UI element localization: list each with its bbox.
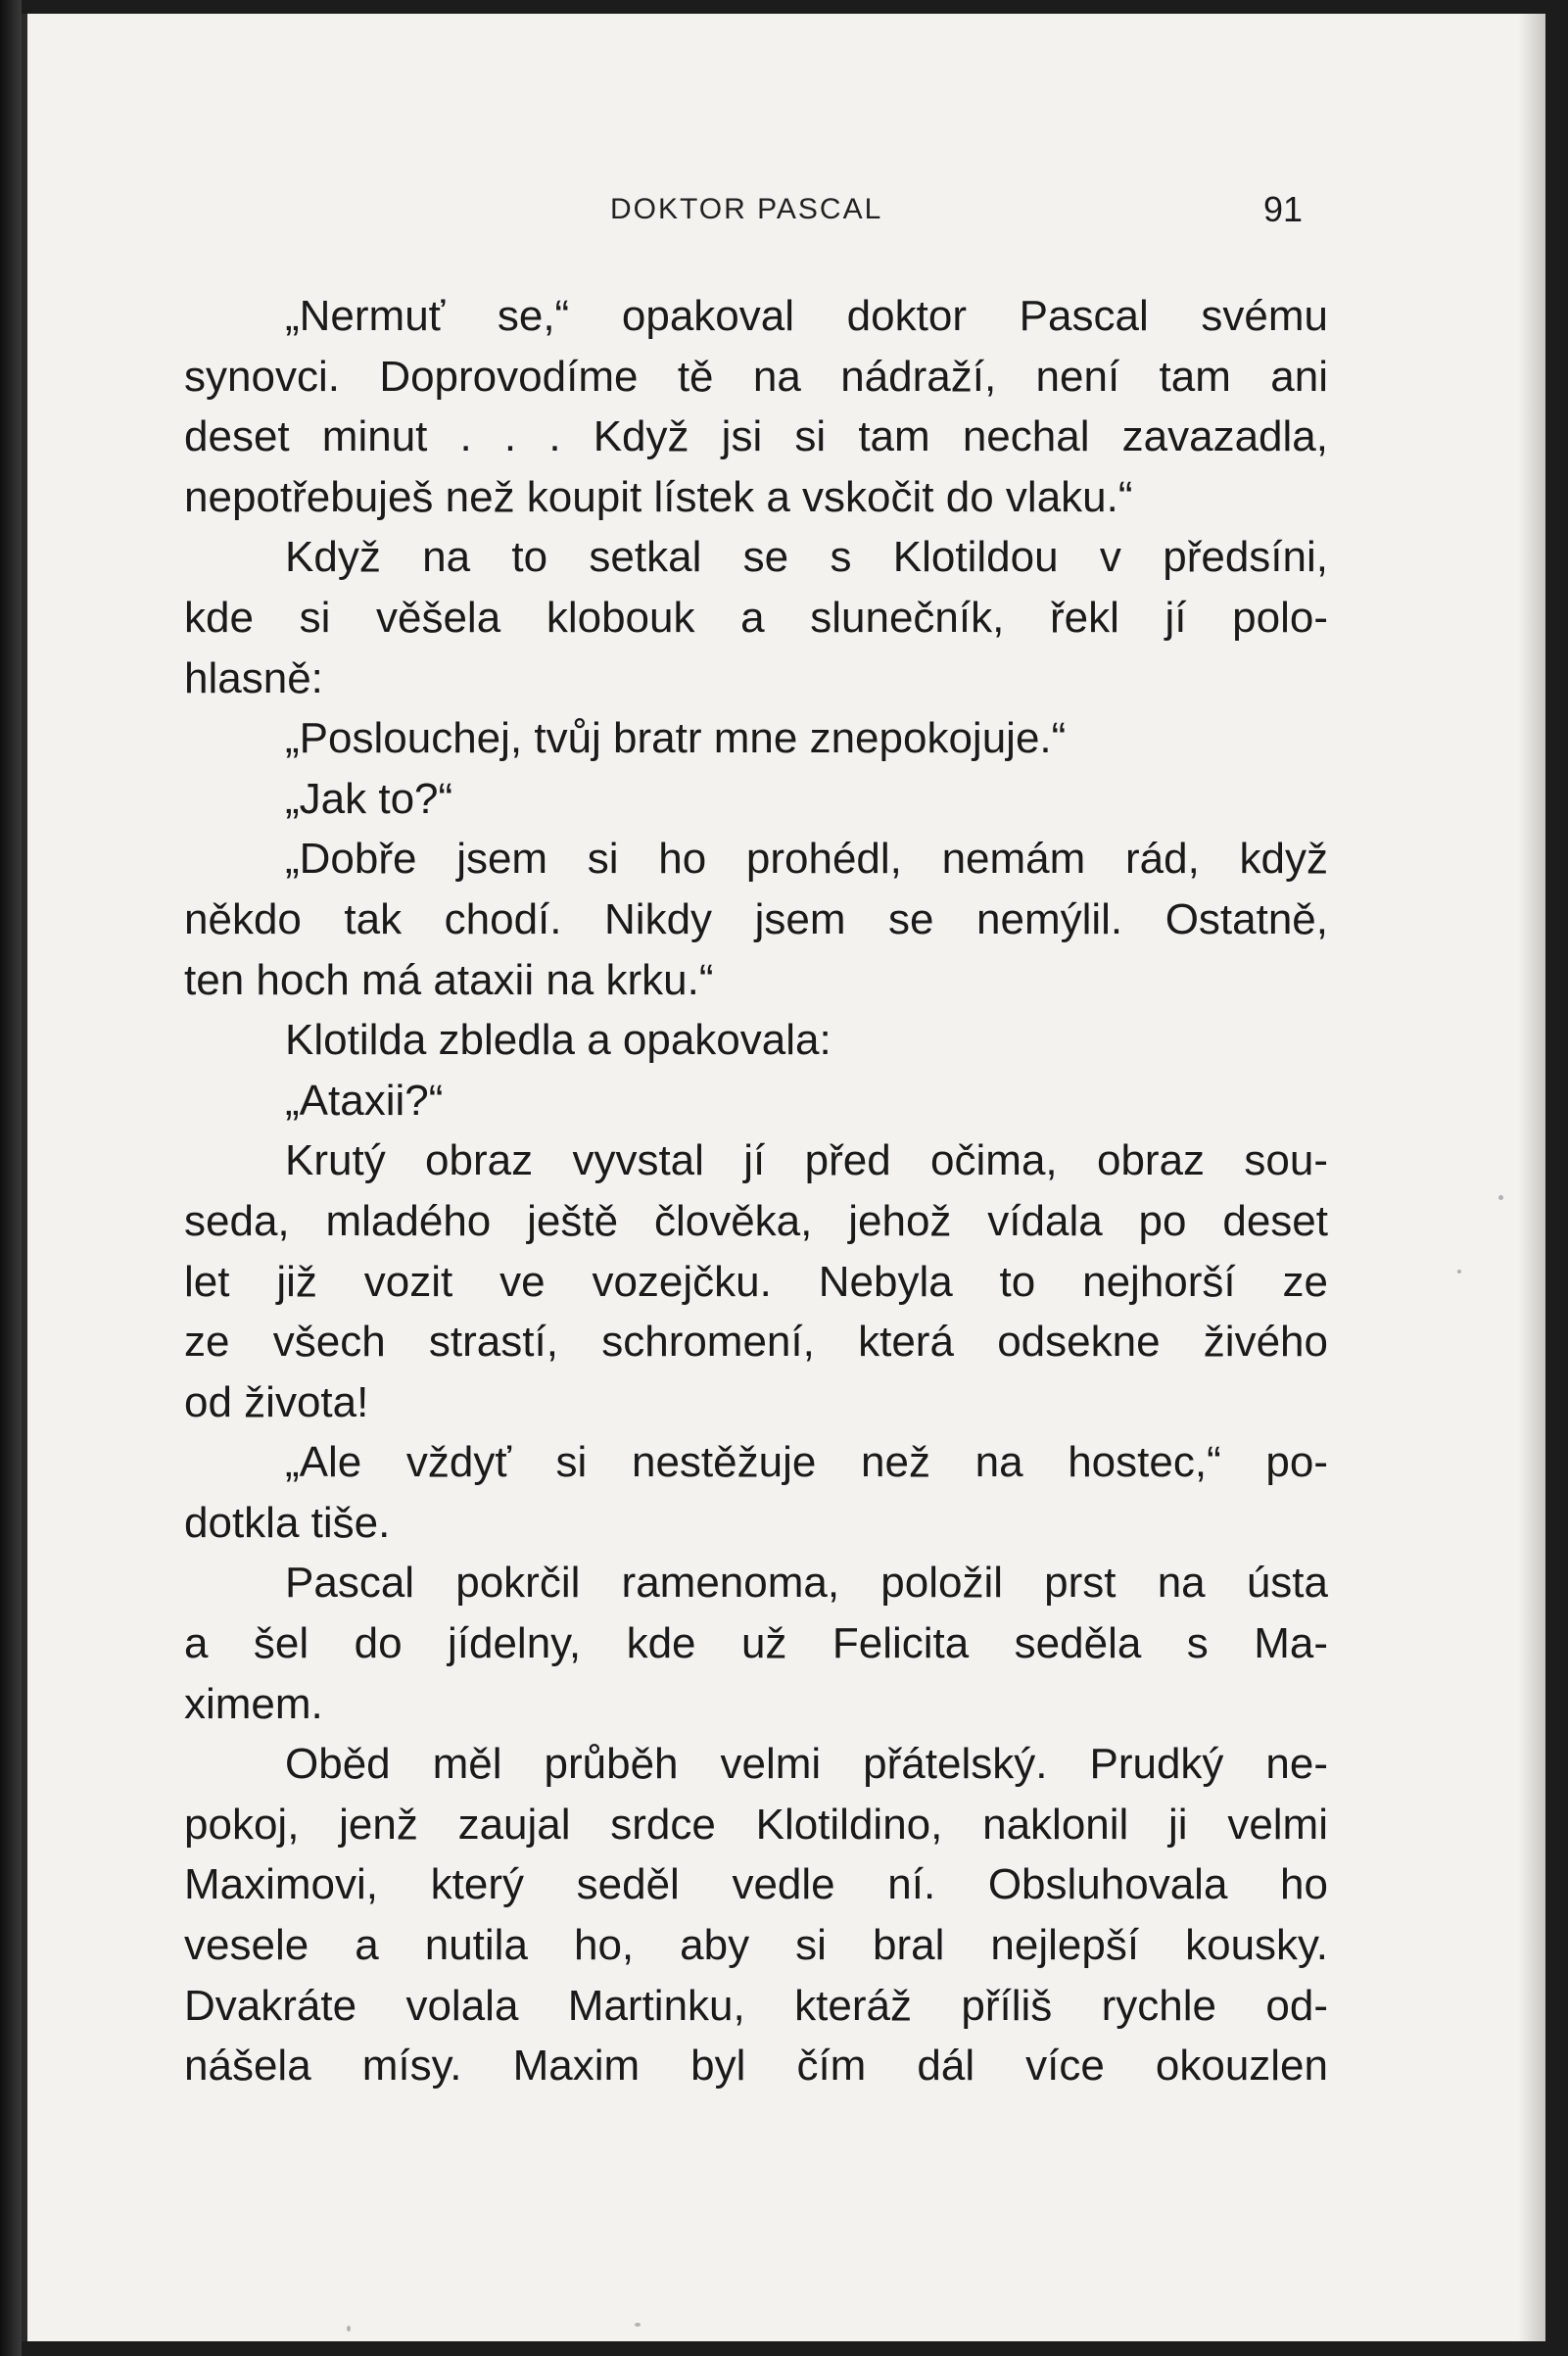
text-line: „Ale vždyť si nestěžuje než na hostec,“ po-	[285, 1438, 1328, 1487]
book-page	[22, 14, 1545, 2341]
ink-speck	[347, 2326, 351, 2332]
body-text	[184, 286, 1328, 2096]
text-line: Krutý obraz vyvstal jí před očima, obraz sou-	[285, 1136, 1328, 1185]
text-line: Dvakráte volala Martinku, kteráž příliš rychle od-	[184, 1981, 1328, 2030]
ink-speck	[1498, 1195, 1503, 1200]
ink-speck	[1457, 1270, 1461, 1274]
text-line: „Ataxii?“	[285, 1076, 444, 1125]
text-line: seda, mladého ještě člověka, jehož vídala po deset	[184, 1196, 1328, 1245]
text-line: deset minut . . . Když jsi si tam nechal zavazadla,	[184, 412, 1328, 461]
text-line: „Jak to?“	[285, 774, 453, 823]
ink-speck	[635, 2323, 641, 2327]
text-line: nášela mísy. Maxim byl čím dál více okouzlen	[184, 2042, 1328, 2091]
text-line: Klotilda zbledla a opakovala:	[285, 1016, 832, 1065]
text-line: kde si věšela klobouk a slunečník, řekl jí polo-	[184, 593, 1328, 642]
text-line: dotkla tiše.	[184, 1498, 391, 1547]
text-line: někdo tak chodí. Nikdy jsem se nemýlil. Ostatně,	[184, 894, 1328, 943]
text-line: od života!	[184, 1377, 369, 1426]
text-line: Pascal pokrčil ramenoma, položil prst na ústa	[285, 1559, 1328, 1608]
text-line: ze všech strastí, schromení, která odsekne živého	[184, 1318, 1328, 1367]
text-line: vesele a nutila ho, aby si bral nejlepší kousky.	[184, 1921, 1328, 1970]
text-line: „Nermuť se,“ opakoval doktor Pascal svému	[285, 292, 1328, 340]
text-line: „Dobře jsem si ho prohédl, nemám rád, když	[285, 835, 1328, 884]
page-number: 91	[1263, 189, 1304, 229]
text-line: hlasně:	[184, 653, 323, 702]
page-header	[27, 189, 1551, 236]
text-line: synovci. Doprovodíme tě na nádraží, není tam ani	[184, 352, 1328, 401]
text-line: Když na to setkal se s Klotildou v předsíni,	[285, 533, 1328, 582]
book-spine	[0, 0, 22, 2356]
text-line: nepotřebuješ než koupit lístek a vskočit do vlaku.“	[184, 472, 1133, 521]
text-line: pokoj, jenž zaujal srdce Klotildino, naklonil ji velmi	[184, 1800, 1328, 1849]
text-line: let již vozit ve vozejčku. Nebyla to nejhorší ze	[184, 1257, 1328, 1306]
text-line: „Poslouchej, tvůj bratr mne znepokojuje.“	[285, 714, 1067, 763]
text-line: a šel do jídelny, kde už Felicita seděla s Ma-	[184, 1619, 1328, 1668]
text-line: ximem.	[184, 1679, 323, 1728]
running-title: DOKTOR PASCAL	[610, 193, 883, 225]
text-line: ten hoch má ataxii na krku.“	[184, 955, 714, 1004]
text-line: Oběd měl průběh velmi přátelský. Prudký ne-	[285, 1740, 1328, 1789]
text-line: Maximovi, který seděl vedle ní. Obsluhovala ho	[184, 1860, 1328, 1909]
